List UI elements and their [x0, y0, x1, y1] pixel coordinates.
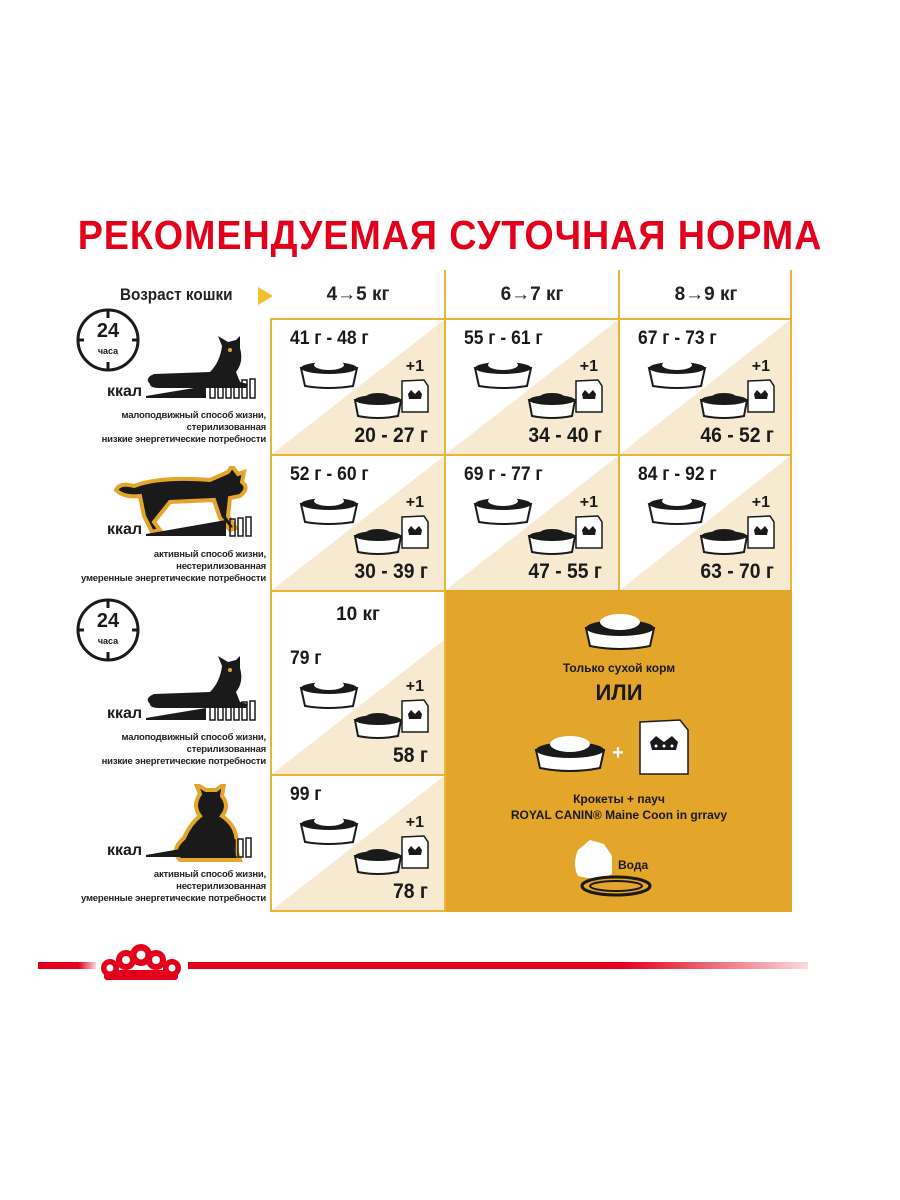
- dry-bowl-icon: [532, 728, 608, 779]
- profile-description: активный способ жизни, нестерилизованная умеренные энергетические потребности: [81, 549, 266, 584]
- kcal-scale-high: [146, 516, 256, 543]
- arrow-right-icon: [258, 287, 273, 305]
- feeding-cell: [618, 318, 792, 456]
- legend-dry-only: Только сухой корм: [562, 661, 676, 675]
- dry-food-amount: 52 г - 60 г: [290, 464, 369, 485]
- wet-bowl-icon: [352, 390, 404, 420]
- dry-bowl-icon: [298, 814, 360, 846]
- weight-header-3: 8→9 кг: [674, 284, 738, 305]
- legend-or: ИЛИ: [595, 680, 643, 705]
- weight-header-10kg-cell: [270, 590, 446, 640]
- kcal-label: ккал: [107, 705, 143, 722]
- plus-one-pouch: +1: [751, 358, 770, 375]
- mixed-food-amount: 58 г: [393, 744, 428, 767]
- dry-food-amount: 69 г - 77 г: [464, 464, 543, 485]
- dry-food-amount: 84 г - 92 г: [638, 464, 717, 485]
- pouch-icon: [400, 834, 430, 870]
- feeding-cell-10kg: [270, 638, 446, 776]
- mixed-food-amount: 46 - 52 г: [700, 424, 774, 447]
- pouch-icon: [400, 698, 430, 734]
- weight-header-1: 4→5 кг: [326, 284, 390, 305]
- dry-food-amount: 79 г: [290, 648, 322, 669]
- mixed-food-amount: 30 - 39 г: [354, 560, 428, 583]
- dry-food-amount: 55 г - 61 г: [464, 328, 543, 349]
- dry-bowl-icon: [646, 494, 708, 526]
- divider: [618, 270, 620, 320]
- dry-food-amount: 67 г - 73 г: [638, 328, 717, 349]
- plus-one-pouch: +1: [405, 814, 424, 831]
- mixed-food-amount: 47 - 55 г: [528, 560, 602, 583]
- wet-bowl-icon: [526, 526, 578, 556]
- legend-water: Вода: [618, 858, 649, 872]
- dry-bowl-icon: [298, 494, 360, 526]
- profile-description: малоподвижный способ жизни, стерилизованная низкие энергетические потребности: [101, 732, 266, 767]
- plus-one-pouch: +1: [405, 358, 424, 375]
- dry-food-amount: 41 г - 48 г: [290, 328, 369, 349]
- pouch-icon: [574, 514, 604, 550]
- mixed-food-amount: 20 - 27 г: [354, 424, 428, 447]
- dry-bowl-icon: [582, 606, 658, 657]
- royal-canin-crown-logo: [96, 940, 186, 987]
- weight-header-2: 6→7 кг: [500, 284, 564, 305]
- feeding-cell: [618, 454, 792, 592]
- page-title: РЕКОМЕНДУЕМАЯ СУТОЧНАЯ НОРМА: [77, 212, 823, 258]
- plus-one-pouch: +1: [579, 494, 598, 511]
- kcal-label: ккал: [107, 842, 143, 859]
- dry-bowl-icon: [646, 358, 708, 390]
- dry-food-amount: 99 г: [290, 784, 322, 805]
- plus-one-pouch: +1: [405, 678, 424, 695]
- pouch-icon: [746, 514, 776, 550]
- pouch-icon: [574, 378, 604, 414]
- pouch-icon: [400, 514, 430, 550]
- weight-header-10kg: 10 кг: [336, 604, 380, 625]
- kcal-label: ккал: [107, 383, 143, 400]
- dry-bowl-icon: [298, 678, 360, 710]
- kcal-scale-low: [146, 700, 256, 727]
- profile-description: активный способ жизни, нестерилизованная умеренные энергетические потребности: [81, 869, 266, 904]
- legend-combo-line1: Крокеты + пауч: [573, 792, 665, 806]
- wet-bowl-icon: [698, 526, 750, 556]
- mixed-food-amount: 78 г: [393, 880, 428, 903]
- kcal-scale-low: [146, 378, 256, 405]
- plus-one-pouch: +1: [405, 494, 424, 511]
- dry-bowl-icon: [472, 358, 534, 390]
- plus-one-pouch: +1: [579, 358, 598, 375]
- brand-line: [38, 962, 96, 969]
- feeding-cell: [444, 318, 620, 456]
- clock-sub: часа: [97, 636, 119, 646]
- wet-bowl-icon: [698, 390, 750, 420]
- plus-one-pouch: +1: [751, 494, 770, 511]
- feeding-cell: [270, 454, 446, 592]
- dry-bowl-icon: [472, 494, 534, 526]
- wet-bowl-icon: [352, 846, 404, 876]
- feeding-cell: [270, 318, 446, 456]
- wet-bowl-icon: [526, 390, 578, 420]
- mixed-food-amount: 34 - 40 г: [528, 424, 602, 447]
- dry-bowl-icon: [298, 358, 360, 390]
- divider: [790, 270, 792, 320]
- feeding-cell-10kg: [270, 774, 446, 912]
- pouch-icon: [400, 378, 430, 414]
- clock-label: 24: [96, 320, 120, 342]
- divider: [444, 270, 446, 320]
- wet-bowl-icon: [352, 526, 404, 556]
- legend-plus: +: [612, 742, 624, 764]
- wet-bowl-icon: [352, 710, 404, 740]
- pouch-icon: [746, 378, 776, 414]
- clock-label: 24: [96, 610, 120, 632]
- legend-combo-line2: ROYAL CANIN® Maine Coon in grravy: [510, 808, 728, 822]
- age-label: Возраст кошки: [120, 285, 233, 304]
- kcal-label: ккал: [107, 521, 143, 538]
- brand-line: [188, 962, 808, 969]
- mixed-food-amount: 63 - 70 г: [700, 560, 774, 583]
- pouch-icon: [636, 716, 692, 783]
- clock-sub: часа: [97, 346, 119, 356]
- water-icon: [570, 836, 666, 909]
- kcal-scale-high: [146, 837, 256, 864]
- profile-description: малоподвижный способ жизни, стерилизованная низкие энергетические потребности: [101, 410, 266, 445]
- feeding-cell: [444, 454, 620, 592]
